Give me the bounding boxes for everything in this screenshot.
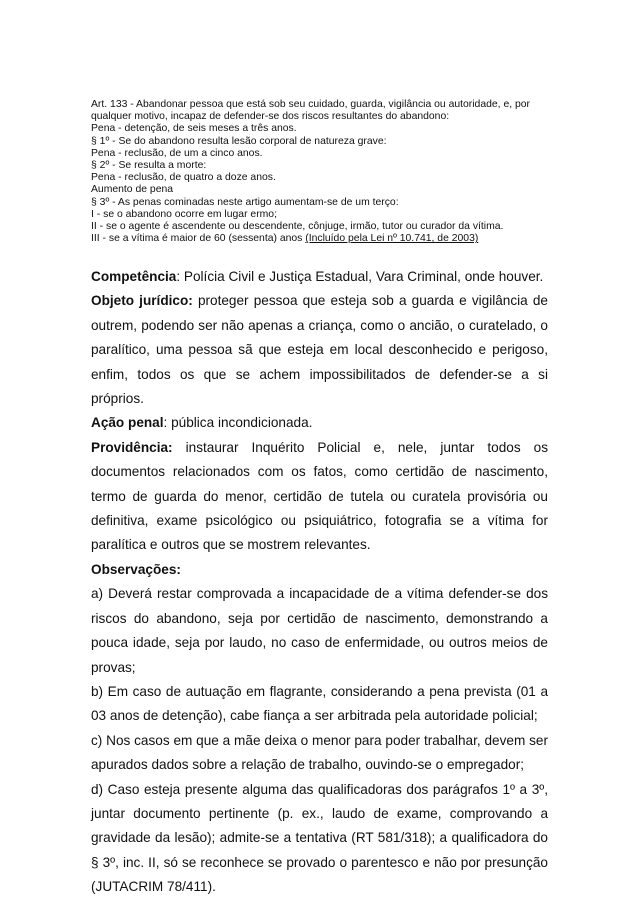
article-line-last xyxy=(91,233,551,245)
acao-paragraph xyxy=(91,411,548,435)
acao-text: : pública incondicionada. xyxy=(163,415,313,431)
objeto-label: Objeto jurídico: xyxy=(91,293,193,309)
article-line: Pena - reclusão, de quatro a doze anos. xyxy=(91,172,276,184)
observation-item: d) Caso esteja presente alguma das qualificadoras dos parágrafos 1º a 3º, juntar documento pertinente (p. ex., laudo de exame, comprovando a gravidade da lesão); admite-se a tentativa (RT 581/318); a qualificadora do § 3º, inc. II, só se reconhece se provado o parentesco e não por presunção (JUTACRIM 78/411). xyxy=(91,781,548,895)
providencia-paragraph xyxy=(91,436,548,558)
article-line: § 1º - Se do abandono resulta lesão corporal de natureza grave: xyxy=(91,135,387,147)
observation-item: b) Em caso de autuação em flagrante, considerando a pena prevista (01 a 03 anos de detenção), cabe fiança a ser arbitrada pela autoridade policial; xyxy=(91,683,548,724)
providencia-text: instaurar Inquérito Policial e, nele, juntar todos os documentos relacionados com os fatos, como certidão de nascimento, termo de guarda do menor, certidão de tutela ou curatela provisória ou definitiva, exame psicológico ou psiquiátrico, fotografia se a vítima for paralítica e outros que se mostrem relevantes. xyxy=(91,439,548,553)
article-line: § 2º - Se resulta a morte: xyxy=(91,160,207,172)
article-line: Pena - reclusão, de um a cinco anos. xyxy=(91,147,263,159)
observacoes-label: Observações: xyxy=(91,561,181,577)
article-text xyxy=(91,99,551,245)
observation-item: c) Nos casos em que a mãe deixa o menor para poder trabalhar, devem ser apurados dados sobre a relação de trabalho, ouvindo-se o empregador; xyxy=(91,732,548,773)
article-line: II - se o agente é ascendente ou descendente, cônjuge, irmão, tutor ou curador da vítima. xyxy=(91,221,504,233)
article-line: I - se o abandono ocorre em lugar ermo; xyxy=(91,208,277,220)
acao-label: Ação penal xyxy=(91,415,164,431)
law-reference-link[interactable]: (Incluído pela Lei nº 10.741, de 2003) xyxy=(305,233,479,245)
article-line: Pena - detenção, de seis meses a três anos. xyxy=(91,123,297,135)
objeto-paragraph xyxy=(91,289,548,411)
providencia-label: Providência: xyxy=(91,439,173,455)
article-line: Aumento de pena xyxy=(91,184,174,196)
competencia-label: Competência xyxy=(91,269,177,284)
article-line-text: III - se a vítima é maior de 60 (sessenta) anos xyxy=(91,233,306,245)
observacoes-heading xyxy=(91,558,548,582)
competencia-paragraph xyxy=(91,265,548,289)
observation-item: a) Deverá restar comprovada a incapacidade de a vítima defender-se dos riscos do abandono, seja por certidão de nascimento, demonstrando a pouca idade, seja por laudo, no caso de enfermidade, ou outros meios de provas; xyxy=(91,586,548,675)
objeto-text: proteger pessoa que esteja sob a guarda e vigilância de outrem, podendo ser não apenas a criança, como o ancião, o curatelado, o paralítico, uma pessoa sã que esteja em local desconhecido e perigoso, enfim, todos os que se achem impossibilitados de defender-se a si próprios. xyxy=(91,293,548,407)
article-line: Art. 133 - Abandonar pessoa que está sob seu cuidado, guarda, vigilância ou autoridade, e, por qualquer motivo, incapaz de defender-se dos riscos resultantes do abandono: xyxy=(91,99,531,123)
article-line: § 3º - As penas cominadas neste artigo aumentam-se de um terço: xyxy=(91,196,399,208)
commentary xyxy=(91,265,548,900)
competencia-text: : Polícia Civil e Justiça Estadual, Vara Criminal, onde houver. xyxy=(176,269,544,284)
